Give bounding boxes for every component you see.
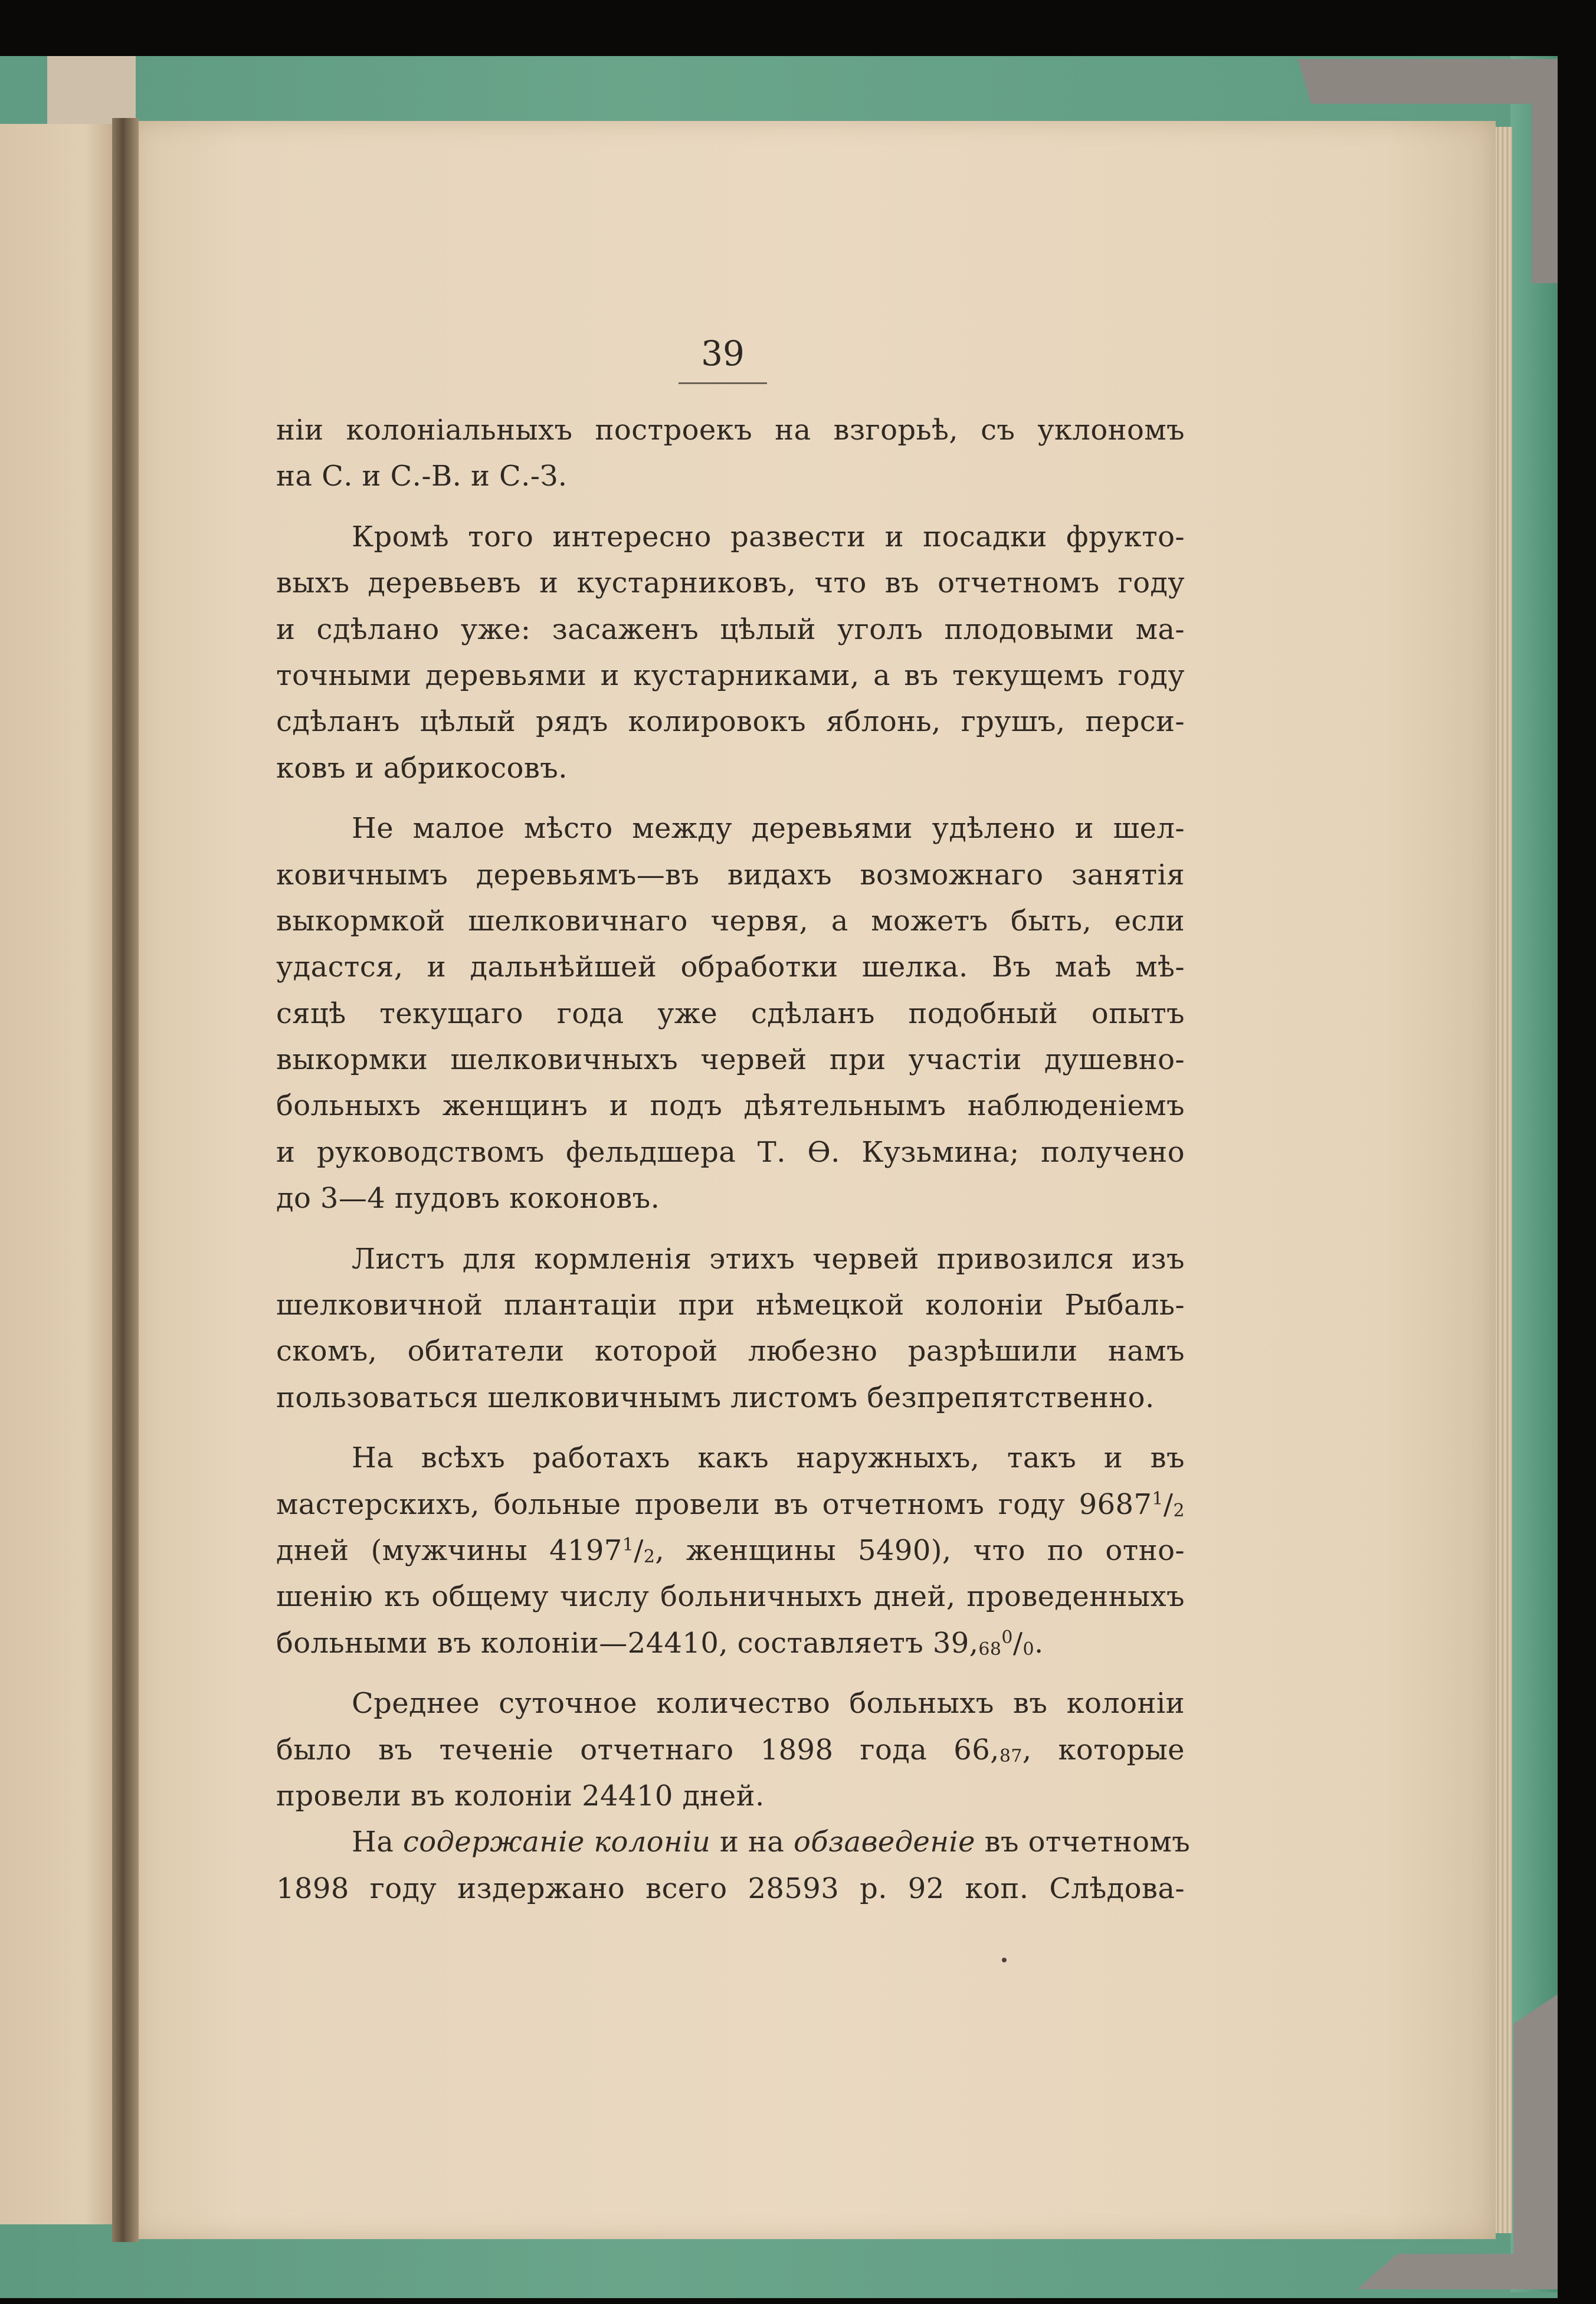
- percent-bottom: 0: [1023, 1638, 1034, 1660]
- text-line: нiи колонiальныхъ построекъ на взгорьѣ, съ уклономъ: [276, 414, 1185, 447]
- text-line: скомъ, обитатели которой любезно разрѣшили намъ: [276, 1335, 1185, 1368]
- text-line: сяцѣ текущаго года уже сдѣланъ подобный опытъ: [276, 997, 1185, 1030]
- text-line: Не малое мѣсто между деревьями удѣлено и шел-: [352, 812, 1185, 845]
- text-line: [276, 1528, 1185, 1574]
- fraction-slash: /: [1163, 1487, 1174, 1521]
- text-line: [276, 1482, 1185, 1528]
- cover-edge: [1510, 56, 1558, 2292]
- fraction-numerator: 1: [1152, 1488, 1164, 1509]
- text-run: въ отчетномъ: [975, 1825, 1191, 1859]
- text-run: больными въ колонiи—24410, составляетъ 39,: [276, 1626, 979, 1660]
- text-line: ковичнымъ деревьямъ—въ видахъ возможнаго занятiя: [276, 858, 1185, 892]
- page-number-rule: [679, 382, 767, 384]
- page-body: [276, 407, 1191, 1912]
- italic-text: обзаведенiе: [793, 1825, 975, 1859]
- text-line: пользоваться шелковичнымъ листомъ безпрепятственно.: [276, 1381, 1155, 1414]
- text-run: .: [1034, 1626, 1044, 1660]
- text-line: точными деревьями и кустарниками, а въ текущемъ году: [276, 658, 1185, 692]
- text-line: Кромѣ того интересно развести и посадки фрукто-: [352, 520, 1185, 553]
- text-run: На: [352, 1825, 403, 1859]
- background-top: [0, 0, 1596, 56]
- text-line: до 3—4 пудовъ коконовъ.: [276, 1182, 660, 1215]
- text-line: 1898 году издержано всего 28593 р. 92 коп. Слѣдова-: [276, 1872, 1185, 1905]
- text-line: и сдѣлано уже: засаженъ цѣлый уголъ плодовыми ма-: [276, 612, 1185, 646]
- text-line: выкормкой шелковичнаго червя, а можетъ быть, если: [276, 904, 1185, 938]
- italic-text: содержанiе колонiи: [402, 1825, 711, 1859]
- text-line: и руководствомъ фельдшера Т. Ѳ. Кузьмина; получено: [276, 1135, 1185, 1169]
- text-line: на С. и С.-В. и С.-З.: [276, 460, 568, 493]
- text-line: выкормки шелковичныхъ червей при участiи душевно-: [276, 1043, 1185, 1077]
- decimal-digits: 87: [999, 1745, 1023, 1766]
- text-run: дней (мужчины 4197: [276, 1533, 622, 1567]
- text-line: [276, 1620, 1185, 1666]
- text-line: На всѣхъ работахъ какъ наружныхъ, такъ и въ: [352, 1441, 1185, 1475]
- left-page-top-edge: [47, 56, 136, 127]
- percent-slash: /: [1012, 1626, 1023, 1660]
- fraction-numerator: 1: [622, 1534, 634, 1555]
- text-line: шенiю къ общему числу больничныхъ дней, проведенныхъ: [276, 1580, 1185, 1614]
- text-line: сдѣланъ цѣлый рядъ колировокъ яблонь, грушъ, перси-: [276, 705, 1185, 739]
- ink-speck: [1002, 1958, 1007, 1962]
- text-line: [276, 1727, 1185, 1773]
- fraction-denominator: 2: [643, 1546, 656, 1567]
- text-line: провели въ колонiи 24410 дней.: [276, 1779, 765, 1813]
- text-run: было въ теченiе отчетнаго 1898 года 66,: [276, 1733, 999, 1766]
- text-line: шелковичной плантацiи при нѣмецкой колонiи Рыбаль-: [276, 1289, 1185, 1322]
- book-gutter: [112, 118, 139, 2242]
- text-line: выхъ деревьевъ и кустарниковъ, что въ отчетномъ году: [276, 566, 1185, 600]
- previous-page-edge: [0, 124, 121, 2224]
- fraction-denominator: 2: [1173, 1500, 1185, 1521]
- text-line: ковъ и абрикосовъ.: [276, 751, 568, 785]
- fraction-slash: /: [634, 1533, 644, 1567]
- decimal-digits: 68: [978, 1638, 1002, 1660]
- percent-top: 0: [1001, 1627, 1013, 1648]
- page-number: 39: [701, 333, 745, 373]
- text-line: [276, 1819, 1191, 1865]
- text-run: , женщины 5490), что по отно-: [655, 1533, 1185, 1567]
- text-line: Листъ для кормленiя этихъ червей привозился изъ: [352, 1242, 1185, 1276]
- text-run: , которые: [1022, 1733, 1185, 1766]
- text-run: и на: [710, 1825, 794, 1859]
- text-line: Среднее суточное количество больныхъ въ колонiи: [352, 1687, 1185, 1720]
- cover-corner-left: [0, 56, 47, 127]
- text-run: мастерскихъ, больные провели въ отчетномъ году 9687: [276, 1487, 1152, 1521]
- text-line: больныхъ женщинъ и подъ дѣятельнымъ наблюденiемъ: [276, 1089, 1185, 1123]
- text-line: удастся, и дальнѣйшей обработки шелка. Въ маѣ мѣ-: [276, 951, 1185, 984]
